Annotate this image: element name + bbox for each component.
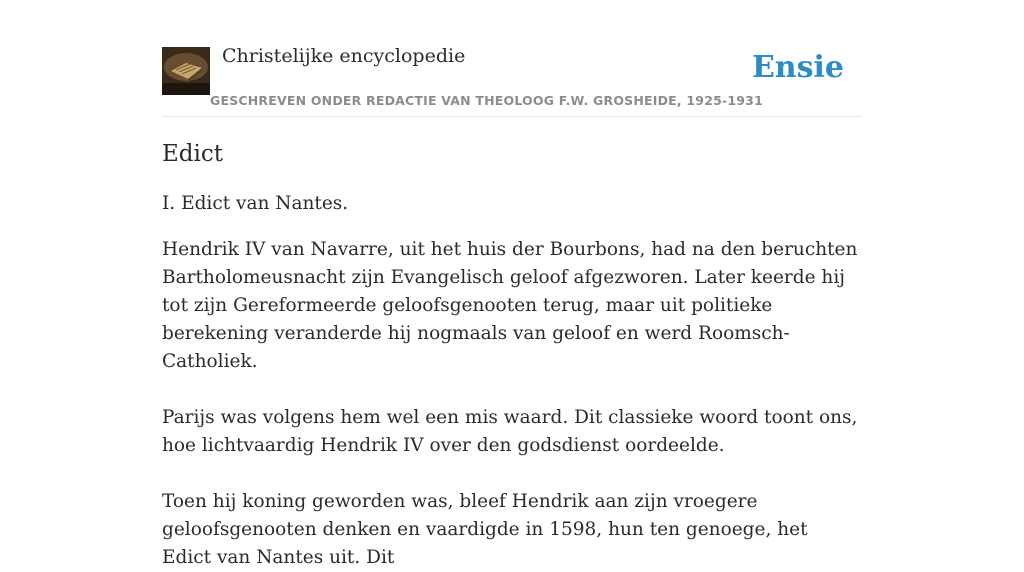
site-name[interactable]: Christelijke encyclopedie [222, 45, 466, 67]
site-header [162, 0, 862, 117]
site-avatar[interactable] [162, 47, 210, 95]
book-photo-icon [162, 47, 210, 95]
article-title: Edict [162, 141, 223, 167]
site-subtitle: GESCHREVEN ONDER REDACTIE VAN THEOLOOG F.W. GROSHEIDE, 1925-1931 [210, 93, 763, 108]
section-heading: I. Edict van Nantes. [162, 193, 349, 214]
article [162, 138, 862, 572]
article-paragraph: Toen hij koning geworden was, bleef Hendrik aan zijn vroegere geloofsgenooten denken en vaardigde in 1598, hun ten genoege, het Edict van Nantes uit. Dit [162, 491, 808, 568]
article-paragraph: Parijs was volgens hem wel een mis waard. Dit classieke woord toont ons, hoe lichtvaardig Hendrik IV over den godsdienst oordeelde. [162, 407, 858, 456]
ensie-logo-link[interactable]: Ensie [751, 50, 844, 85]
article-paragraph: Hendrik IV van Navarre, uit het huis der Bourbons, had na den beruchten Bartholomeusnacht zijn Evangelisch geloof afgezworen. Later keerde hij tot zijn Gereformeerde geloofsgenooten terug, maar uit politieke berekening veranderde hij nogmaals van geloof en werd Roomsch-Catholiek. [162, 239, 858, 372]
